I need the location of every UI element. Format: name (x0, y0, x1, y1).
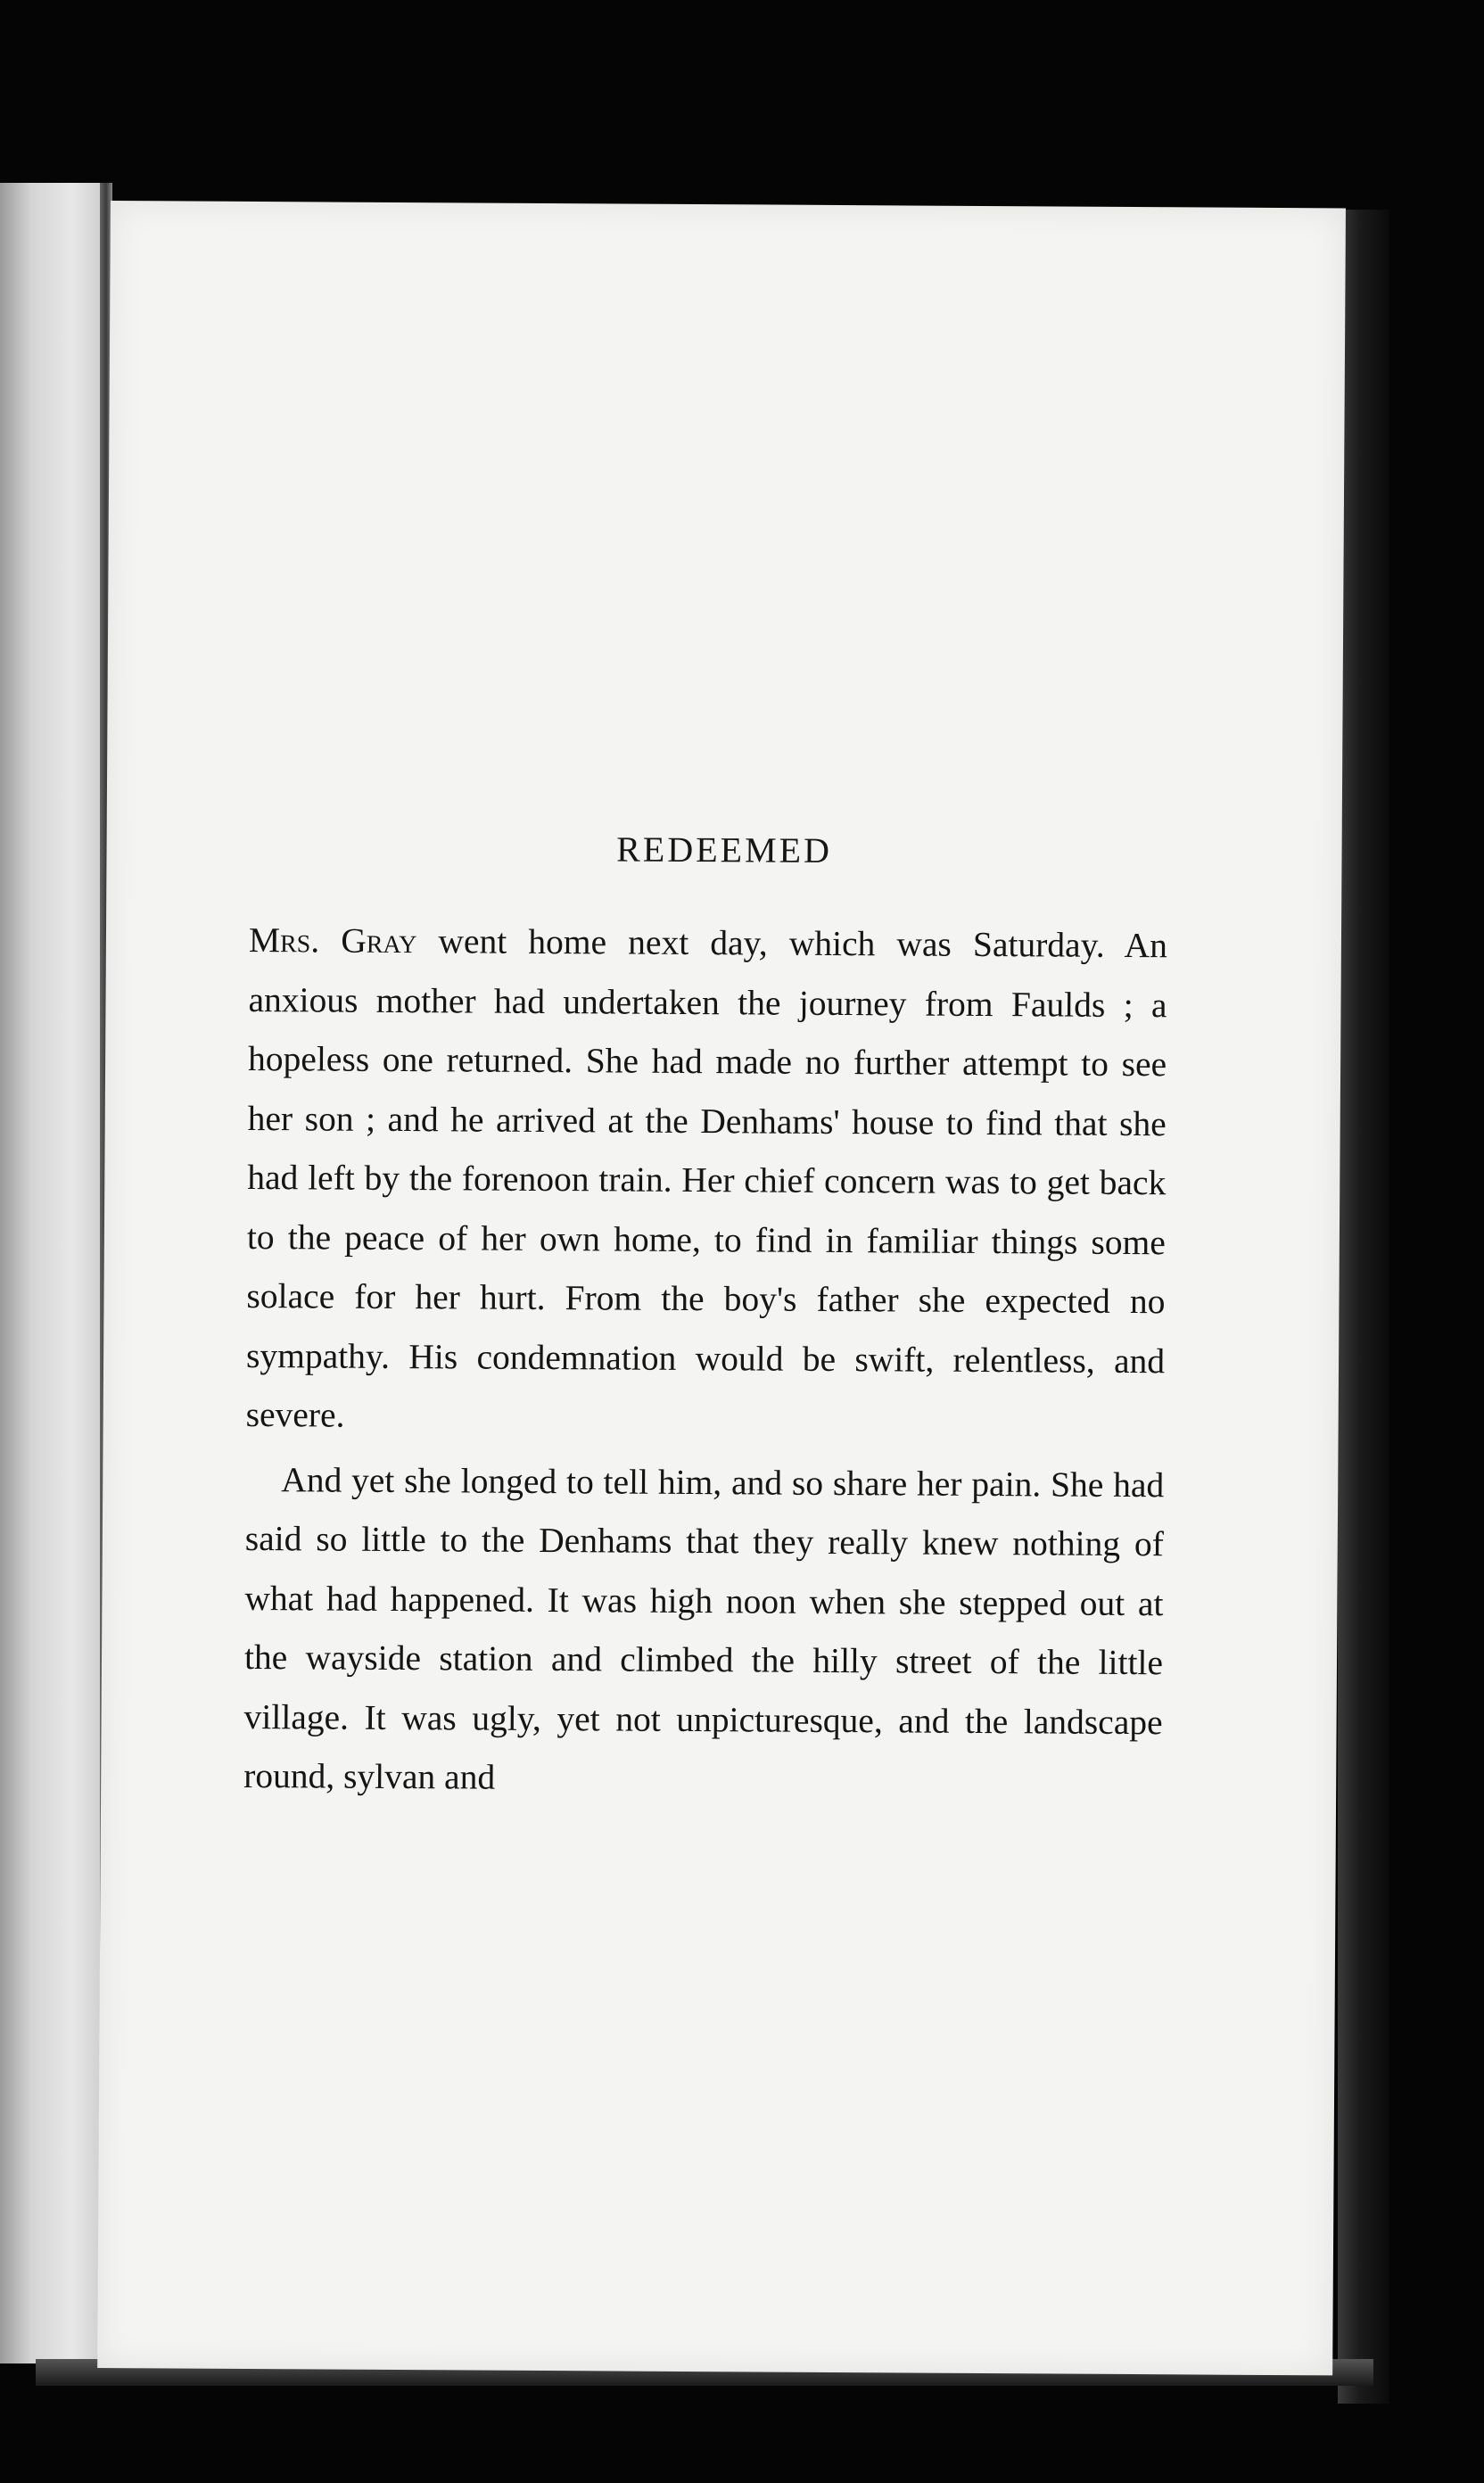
paragraph-1 (245, 911, 1167, 1450)
book-page (97, 201, 1346, 2375)
page-stack-edge (1338, 210, 1389, 2404)
chapter-title: REDEEMED (616, 829, 833, 870)
paragraph-2: And yet she longed to tell him, and so share her pain. She had said so little to the Denhams that they really knew nothing of what had happened. It was high noon when she stepped out at the wayside station and climbed the hilly street of the little village. It was ugly, yet not unpicturesque, and the landscape round, sylvan and (243, 1459, 1165, 1797)
left-page-edge (0, 183, 103, 2363)
body-text (243, 911, 1167, 1811)
paragraph-1-text: went home next day, which was Saturday. An anxious mother had undertaken the journey from Faulds ; a hopeless one returned. She had made no further attempt to see her son ; and he arrived at the Denhams' house to find that she had left by the forenoon train. Her chief concern was to get back to the peace of her own home, to find in familiar things some solace for her hurt. From the boy's father she expected no sympathy. His condemnation would be swift, relentless, and severe. (245, 921, 1168, 1435)
paragraph-lead: Mrs. Gray (248, 920, 417, 961)
